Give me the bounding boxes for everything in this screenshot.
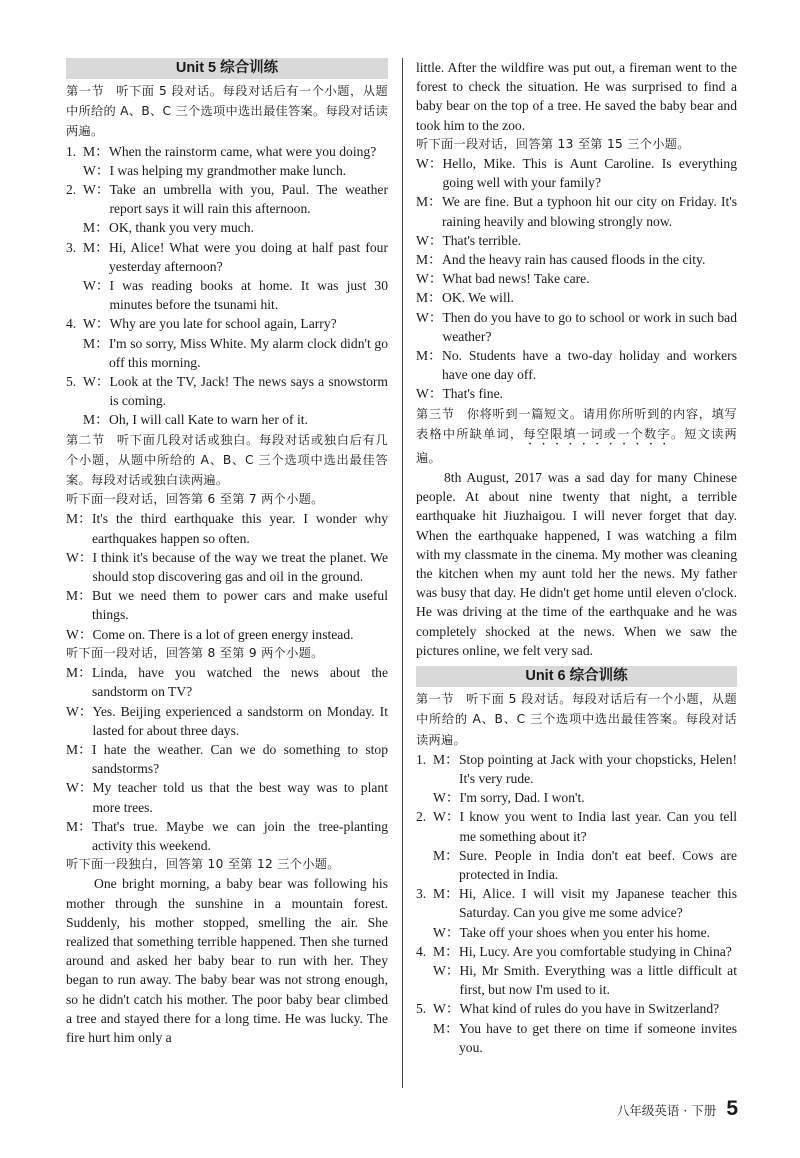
utterance: It's the third earthquake this year. I wonder why earthquakes happen so often. (92, 511, 388, 546)
utterance: Hi, Mr Smith. Everything was a little difficult at first, but now I'm used to it. (459, 962, 737, 998)
section-instruction-end: 。短文读两遍。 (416, 426, 737, 465)
dialogue-group-8-9 (66, 663, 388, 855)
utterance: No. Students have a two-day holiday and workers have one day off. (442, 348, 737, 383)
dialogue-line (416, 346, 737, 384)
speaker: W： (416, 309, 443, 325)
section-instruction: 听下面 5 段对话。每段对话后有一个小题，从题中所给的 A、B、C 三个选项中选出最佳答案。每段对话读两遍。 (416, 692, 737, 747)
utterance: Take off your shoes when you enter his home. (459, 924, 711, 940)
speaker: W： (83, 374, 110, 390)
utterance: My teacher told us that the best way was to plant more trees. (92, 780, 388, 815)
dialogue-line (416, 1019, 737, 1057)
utterance: I think it's because of the way we treat the planet. We should stop discovering gas and oil in the ground. (92, 549, 388, 585)
dialogue-line (416, 942, 737, 961)
speaker: W： (433, 962, 460, 978)
dialogue-line (416, 308, 737, 346)
utterance: Come on. There is a lot of green energy instead. (92, 626, 354, 642)
item-number: 5. (416, 1001, 427, 1017)
speaker: W： (433, 924, 460, 940)
item-number: 5. (66, 374, 77, 390)
section-label: 第一节 (416, 692, 455, 707)
section-instruction: 听下面几段对话或独白。每段对话或独白后有几个小题，从题中所给的 A、B、C 三个选项中选出最佳答案。每段对话或独白读两遍。 (66, 432, 388, 488)
dialogue-line (66, 372, 388, 410)
utterance: Look at the TV, Jack! The news says a snowstorm is coming. (109, 374, 388, 409)
dialogue-line (66, 142, 388, 161)
utterance: I'm so sorry, Miss White. My alarm clock didn't go off this morning. (109, 335, 388, 370)
speaker: M： (433, 1020, 459, 1036)
dialogue-line (66, 180, 388, 218)
dialogue-line (416, 384, 737, 403)
utterance: I hate the weather. Can we do something to stop sandstorms? (92, 741, 388, 777)
group-intro: 听下面一段对话，回答第 8 至第 9 两个小题。 (66, 645, 324, 660)
speaker: M： (83, 335, 109, 351)
dialogue-line (66, 625, 388, 644)
right-column (416, 58, 737, 1057)
utterance: That's terrible. (442, 232, 522, 248)
dialogue-line (416, 154, 737, 192)
unit6-section1-instruction (416, 689, 737, 750)
utterance: And the heavy rain has caused floods in the city. (442, 252, 706, 268)
dialogue-line (416, 961, 737, 999)
speaker: W： (416, 156, 443, 172)
left-column (66, 58, 388, 1047)
speaker: M： (83, 239, 109, 255)
dialogue-line (66, 740, 388, 778)
item-number: 2. (66, 182, 77, 198)
item-number: 1. (66, 143, 77, 159)
dialogue-line (66, 276, 388, 314)
speaker: W： (433, 809, 460, 825)
dialogue-line (66, 334, 388, 372)
utterance: Linda, have you watched the news about the sandstorm on TV? (92, 665, 388, 700)
unit5-title: Unit 5 综合训练 (66, 58, 388, 79)
utterance: Hi, Lucy. Are you comfortable studying in China? (459, 943, 732, 959)
speaker: W： (66, 626, 93, 642)
speaker: M： (66, 665, 92, 681)
utterance: Hello, Mike. This is Aunt Caroline. Is everything going well with your family? (442, 156, 737, 191)
utterance: What bad news! Take care. (442, 271, 590, 287)
section-instruction: 你将听到一篇短文。请用你所听到的内容，填写表格中所缺单词， (416, 406, 737, 441)
speaker: W： (83, 278, 110, 294)
group-intro: 听下面一段对话，回答第 13 至第 15 三个小题。 (416, 136, 690, 151)
page-number: 5 (726, 1097, 738, 1120)
speaker: M： (66, 741, 92, 757)
dialogue-line (416, 192, 737, 230)
utterance: OK. We will. (442, 290, 514, 306)
utterance: What kind of rules do you have in Switzerland? (459, 1001, 720, 1017)
dialogue-line (416, 288, 737, 307)
dialogue-line (416, 846, 737, 884)
dialogue-line (66, 410, 388, 429)
utterance: Hi, Alice! What were you doing at half past four yesterday afternoon? (109, 239, 388, 274)
group-intro: 听下面一段独白，回答第 10 至第 12 三个小题。 (66, 857, 340, 872)
speaker: W： (66, 549, 93, 565)
dialogue-line (66, 509, 388, 547)
dialogue-line (66, 218, 388, 237)
unit6-title: Unit 6 综合训练 (416, 666, 737, 687)
dialogue-line (66, 548, 388, 586)
dialogue-line (416, 788, 737, 807)
dialogue-line (66, 778, 388, 816)
speaker: M： (433, 886, 459, 902)
dialogue-line (416, 923, 737, 942)
dialogue-group-13-15 (416, 154, 737, 404)
dialogue-line (66, 702, 388, 740)
utterance: I'm sorry, Dad. I won't. (459, 790, 585, 806)
item-number: 3. (66, 239, 77, 255)
speaker: W： (433, 790, 460, 806)
section-instruction: 听下面 5 段对话。每段对话后有一个小题，从题中所给的 A、B、C 三个选项中选出最佳答案。每段对话读两遍。 (66, 84, 388, 139)
speaker: M： (416, 348, 442, 364)
dialogue-line (66, 817, 388, 855)
speaker: M： (83, 412, 109, 428)
emphasized-instruction: 每空限填一词或一个数字 (523, 426, 671, 441)
speaker: M： (66, 818, 92, 834)
utterance: Stop pointing at Jack with your chopsticks, Helen! It's very rude. (459, 751, 737, 786)
dialogue-line (416, 250, 737, 269)
passage-section3: 8th August, 2017 was a sad day for many Chinese people. At about nine twenty that night, a terrible earthquake hit Jiuzhaigou. I will never forget that day. When the earthquake happened, I was watching a film with my classmate in the cinema. My mother was cleaning the kitchen when my aunt told her the news. My father was busy that day. He didn't get home until eleven o'clock. He was driving at the time of the earthquake and he was completely shocked at the news. When we saw the pictures online, we felt very sad. (416, 470, 737, 658)
speaker: W： (433, 1001, 460, 1017)
utterance: Hi, Alice. I will visit my Japanese teacher this Saturday. Can you give me some advice? (459, 886, 737, 921)
utterance: That's true. Maybe we can join the tree-planting activity this weekend. (92, 818, 388, 853)
dialogue-line (66, 663, 388, 701)
dialogue-line (416, 807, 737, 845)
utterance: OK, thank you very much. (109, 220, 254, 236)
speaker: M： (66, 511, 92, 527)
dialogue-line (416, 750, 737, 788)
speaker: M： (416, 252, 442, 268)
section-label: 第三节 (416, 406, 455, 421)
utterance: Take an umbrella with you, Paul. The weather report says it will rain this afternoon. (109, 182, 388, 217)
dialogue-group-6-7 (66, 509, 388, 643)
speaker: W： (416, 386, 443, 402)
item-number: 2. (416, 809, 427, 825)
dialogue-line (66, 238, 388, 276)
speaker: M： (416, 290, 442, 306)
utterance: Oh, I will call Kate to warn her of it. (109, 412, 308, 428)
item-number: 1. (416, 751, 427, 767)
book-title: 八年级英语 · 下册 (616, 1103, 717, 1118)
dialogue-line (416, 999, 737, 1018)
utterance: I know you went to India last year. Can you tell me something about it? (459, 809, 737, 844)
speaker: M： (416, 194, 442, 210)
speaker: M： (433, 847, 459, 863)
monologue-continued: little. After the wildfire was put out, a fireman went to the forest to check the situation. He was surprised to find a baby bear on the top of a tree. He saved the baby bear and took him to the zoo. (416, 60, 737, 133)
speaker: W： (66, 703, 93, 719)
unit5-section2-instruction (66, 430, 388, 491)
item-number: 3. (416, 886, 427, 902)
utterance: Sure. People in India don't eat beef. Cows are protected in India. (459, 847, 737, 882)
speaker: M： (83, 220, 109, 236)
page-footer (617, 1097, 738, 1121)
utterance: You have to get there on time if someone invites you. (459, 1020, 737, 1055)
item-number: 4. (66, 316, 77, 332)
utterance: Yes. Beijing experienced a sandstorm on Monday. It lasted for about three days. (92, 703, 388, 738)
speaker: W： (416, 271, 443, 287)
section-label: 第二节 (66, 432, 105, 447)
utterance: Then do you have to go to school or work in such bad weather? (442, 309, 737, 344)
item-number: 4. (416, 943, 427, 959)
speaker: W： (83, 162, 110, 178)
unit5-section1-instruction (66, 81, 388, 142)
speaker: M： (83, 143, 109, 159)
speaker: W： (416, 232, 443, 248)
utterance: When the rainstorm came, what were you doing? (109, 143, 377, 159)
utterance: That's fine. (442, 386, 504, 402)
dialogue-line (66, 161, 388, 180)
dialogue-line (66, 586, 388, 624)
dialogue-line (66, 314, 388, 333)
speaker: W： (66, 780, 93, 796)
utterance: Why are you late for school again, Larry? (109, 316, 337, 332)
speaker: W： (83, 316, 110, 332)
speaker: W： (83, 182, 110, 198)
column-divider (402, 58, 403, 1088)
dialogue-line (416, 884, 737, 922)
unit5-section3-instruction (416, 404, 737, 468)
utterance: I was helping my grandmother make lunch. (109, 162, 347, 178)
group-intro: 听下面一段对话，回答第 6 至第 7 两个小题。 (66, 492, 324, 507)
dialogue-line (416, 231, 737, 250)
section-label: 第一节 (66, 84, 105, 98)
unit6-section1-dialogues (416, 750, 737, 1057)
monologue-10-12: One bright morning, a baby bear was following his mother through the sunshine in a mountain forest. Suddenly, his mother stopped, smelling the air. She realized that something terrible happened. Then she turned around and asked her baby bear to run with her. They began to run away. The baby bear was not strong enough, so he didn't catch his mother. The poor baby bear climbed a tree and stayed there for a long time. He was lucky. The fire hurt him only a (66, 876, 388, 1045)
utterance: I was reading books at home. It was just 30 minutes before the tsunami hit. (109, 278, 388, 313)
utterance: We are fine. But a typhoon hit our city on Friday. It's raining heavily and blowing strongly now. (442, 194, 737, 229)
dialogue-line (416, 269, 737, 288)
speaker: M： (433, 751, 459, 767)
unit5-section1-dialogues (66, 142, 388, 430)
speaker: M： (66, 588, 92, 604)
speaker: M： (433, 943, 459, 959)
utterance: But we need them to power cars and make useful things. (92, 588, 388, 623)
